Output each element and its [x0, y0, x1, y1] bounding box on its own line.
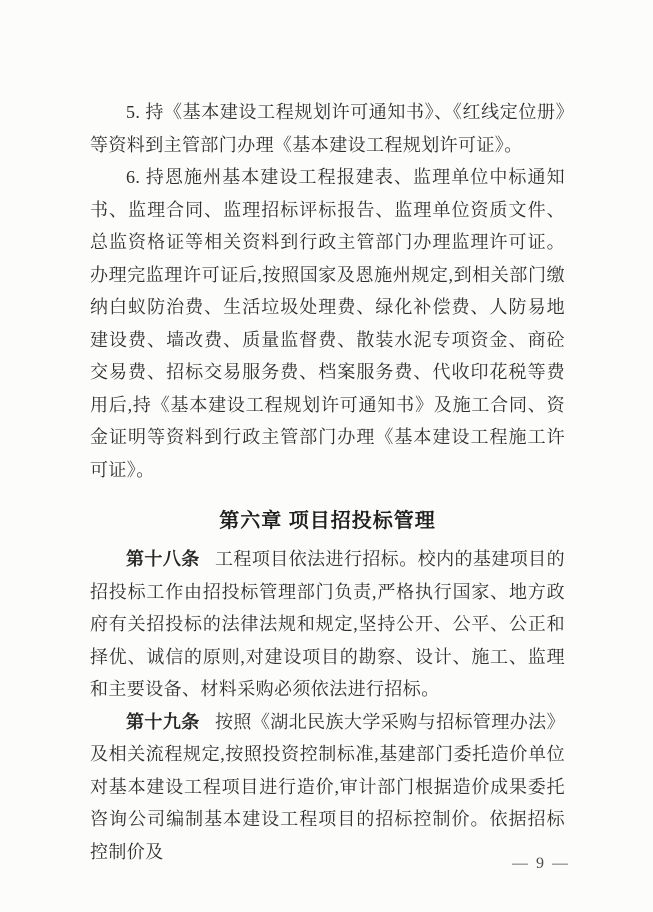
page-number: — 9 — — [512, 855, 570, 872]
paragraph-item-5: 5. 持《基本建设工程规划许可通知书》、《红线定位册》等资料到主管部门办理《基本建设工程规划许可证》。 — [90, 102, 565, 155]
article-18-label: 第十八条 — [126, 549, 200, 569]
article-19-paragraph — [90, 706, 565, 869]
document-body — [90, 96, 565, 868]
paragraph-item-6: 6. 持恩施州基本建设工程报建表、监理单位中标通知书、监理合同、监理招标评标报告、监理单位资质文件、总监资格证等相关资料到行政主管部门办理监理许可证。办理完监理许可证后,按照国家及恩施州规定,到相关部门缴纳白蚁防治费、生活垃圾处理费、绿化补偿费、人防易地建设费、墙改费、质量监督费、散装水泥专项资金、商砼交易费、招标交易服务费、档案服务费、代收印花税等费用后,持《基本建设工程规划许可通知书》及施工合同、资金证明等资料到行政主管部门办理《基本建设工程施工许可证》。 — [90, 167, 565, 480]
article-18-paragraph — [90, 543, 565, 706]
article-19-label: 第十九条 — [126, 711, 200, 732]
article-19-text: 按照《湖北民族大学采购与招标管理办法》及相关流程规定,按照投资控制标准,基建部门委托造价单位对基本建设工程项目进行造价,审计部门根据造价成果委托咨询公司编制基本建设工程项目的招标控制价。依据招标控制价及 — [90, 711, 565, 862]
chapter-heading: 第六章 项目招投标管理 — [219, 510, 436, 532]
article-18-text: 工程项目依法进行招标。校内的基建项目的招投标工作由招投标管理部门负责,严格执行国家、地方政府有关招投标的法律法规和规定,坚持公开、公平、公正和择优、诚信的原则,对建设项目的勘察、设计、施工、监理和主要设备、材料采购必须依法进行招标。 — [90, 549, 565, 699]
